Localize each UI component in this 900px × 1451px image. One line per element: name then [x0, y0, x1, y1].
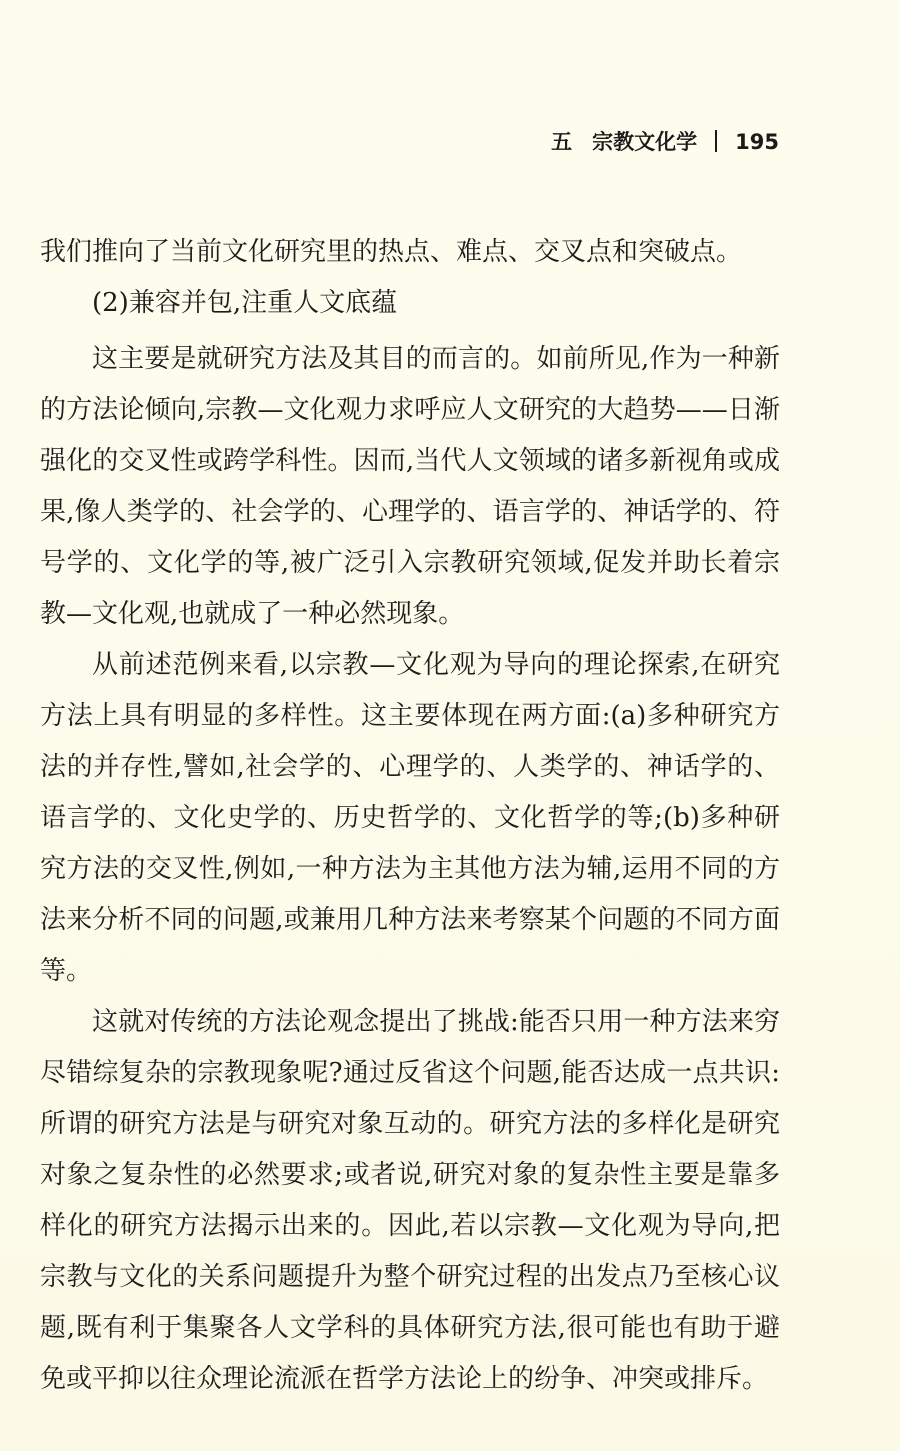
paragraph: 从前述范例来看,以宗教—文化观为导向的理论探索,在研究方法上具有明显的多样性。这主要体现在两方面:(a)多种研究方法的并存性,譬如,社会学的、心理学的、人类学的、神话学的、语言学的、文化史学的、历史哲学的、文化哲学的等;(b)多种研究方法的交叉性,例如,一种方法为主其他方法为辅,运用不同的方法来分析不同的问题,或兼用几种方法来考察某个问题的不同方面等。 — [40, 650, 780, 986]
paragraph-continuation: 我们推向了当前文化研究里的热点、难点、交叉点和突破点。 — [40, 237, 743, 267]
paragraph: 这主要是就研究方法及其目的而言的。如前所见,作为一种新的方法论倾向,宗教—文化观力求呼应人文研究的大趋势——日渐强化的交叉性或跨学科性。因而,当代人文领域的诸多新视角或成果,像人类学的、社会学的、心理学的、语言学的、神话学的、符号学的、文化学的等,被广泛引入宗教研究领域,促发并助长着宗教—文化观,也就成了一种必然现象。 — [40, 344, 780, 629]
chapter-title: 宗教文化学 — [592, 130, 698, 154]
body-text — [40, 227, 780, 1405]
page-number: 195 — [735, 130, 779, 154]
section-heading: (2)兼容并包,注重人文底蕴 — [92, 288, 398, 318]
header-divider — [715, 130, 717, 152]
chapter-number: 五 — [551, 130, 573, 154]
running-header — [0, 124, 779, 160]
paragraph: 这就对传统的方法论观念提出了挑战:能否只用一种方法来穷尽错综复杂的宗教现象呢?通过反省这个问题,能否达成一点共识:所谓的研究方法是与研究对象互动的。研究方法的多样化是研究对象之复杂性的必然要求;或者说,研究对象的复杂性主要是靠多样化的研究方法揭示出来的。因此,若以宗教—文化观为导向,把宗教与文化的关系问题提升为整个研究过程的出发点乃至核心议题,既有利于集聚各人文学科的具体研究方法,很可能也有助于避免或平抑以往众理论流派在哲学方法论上的纷争、冲突或排斥。 — [40, 1007, 780, 1394]
